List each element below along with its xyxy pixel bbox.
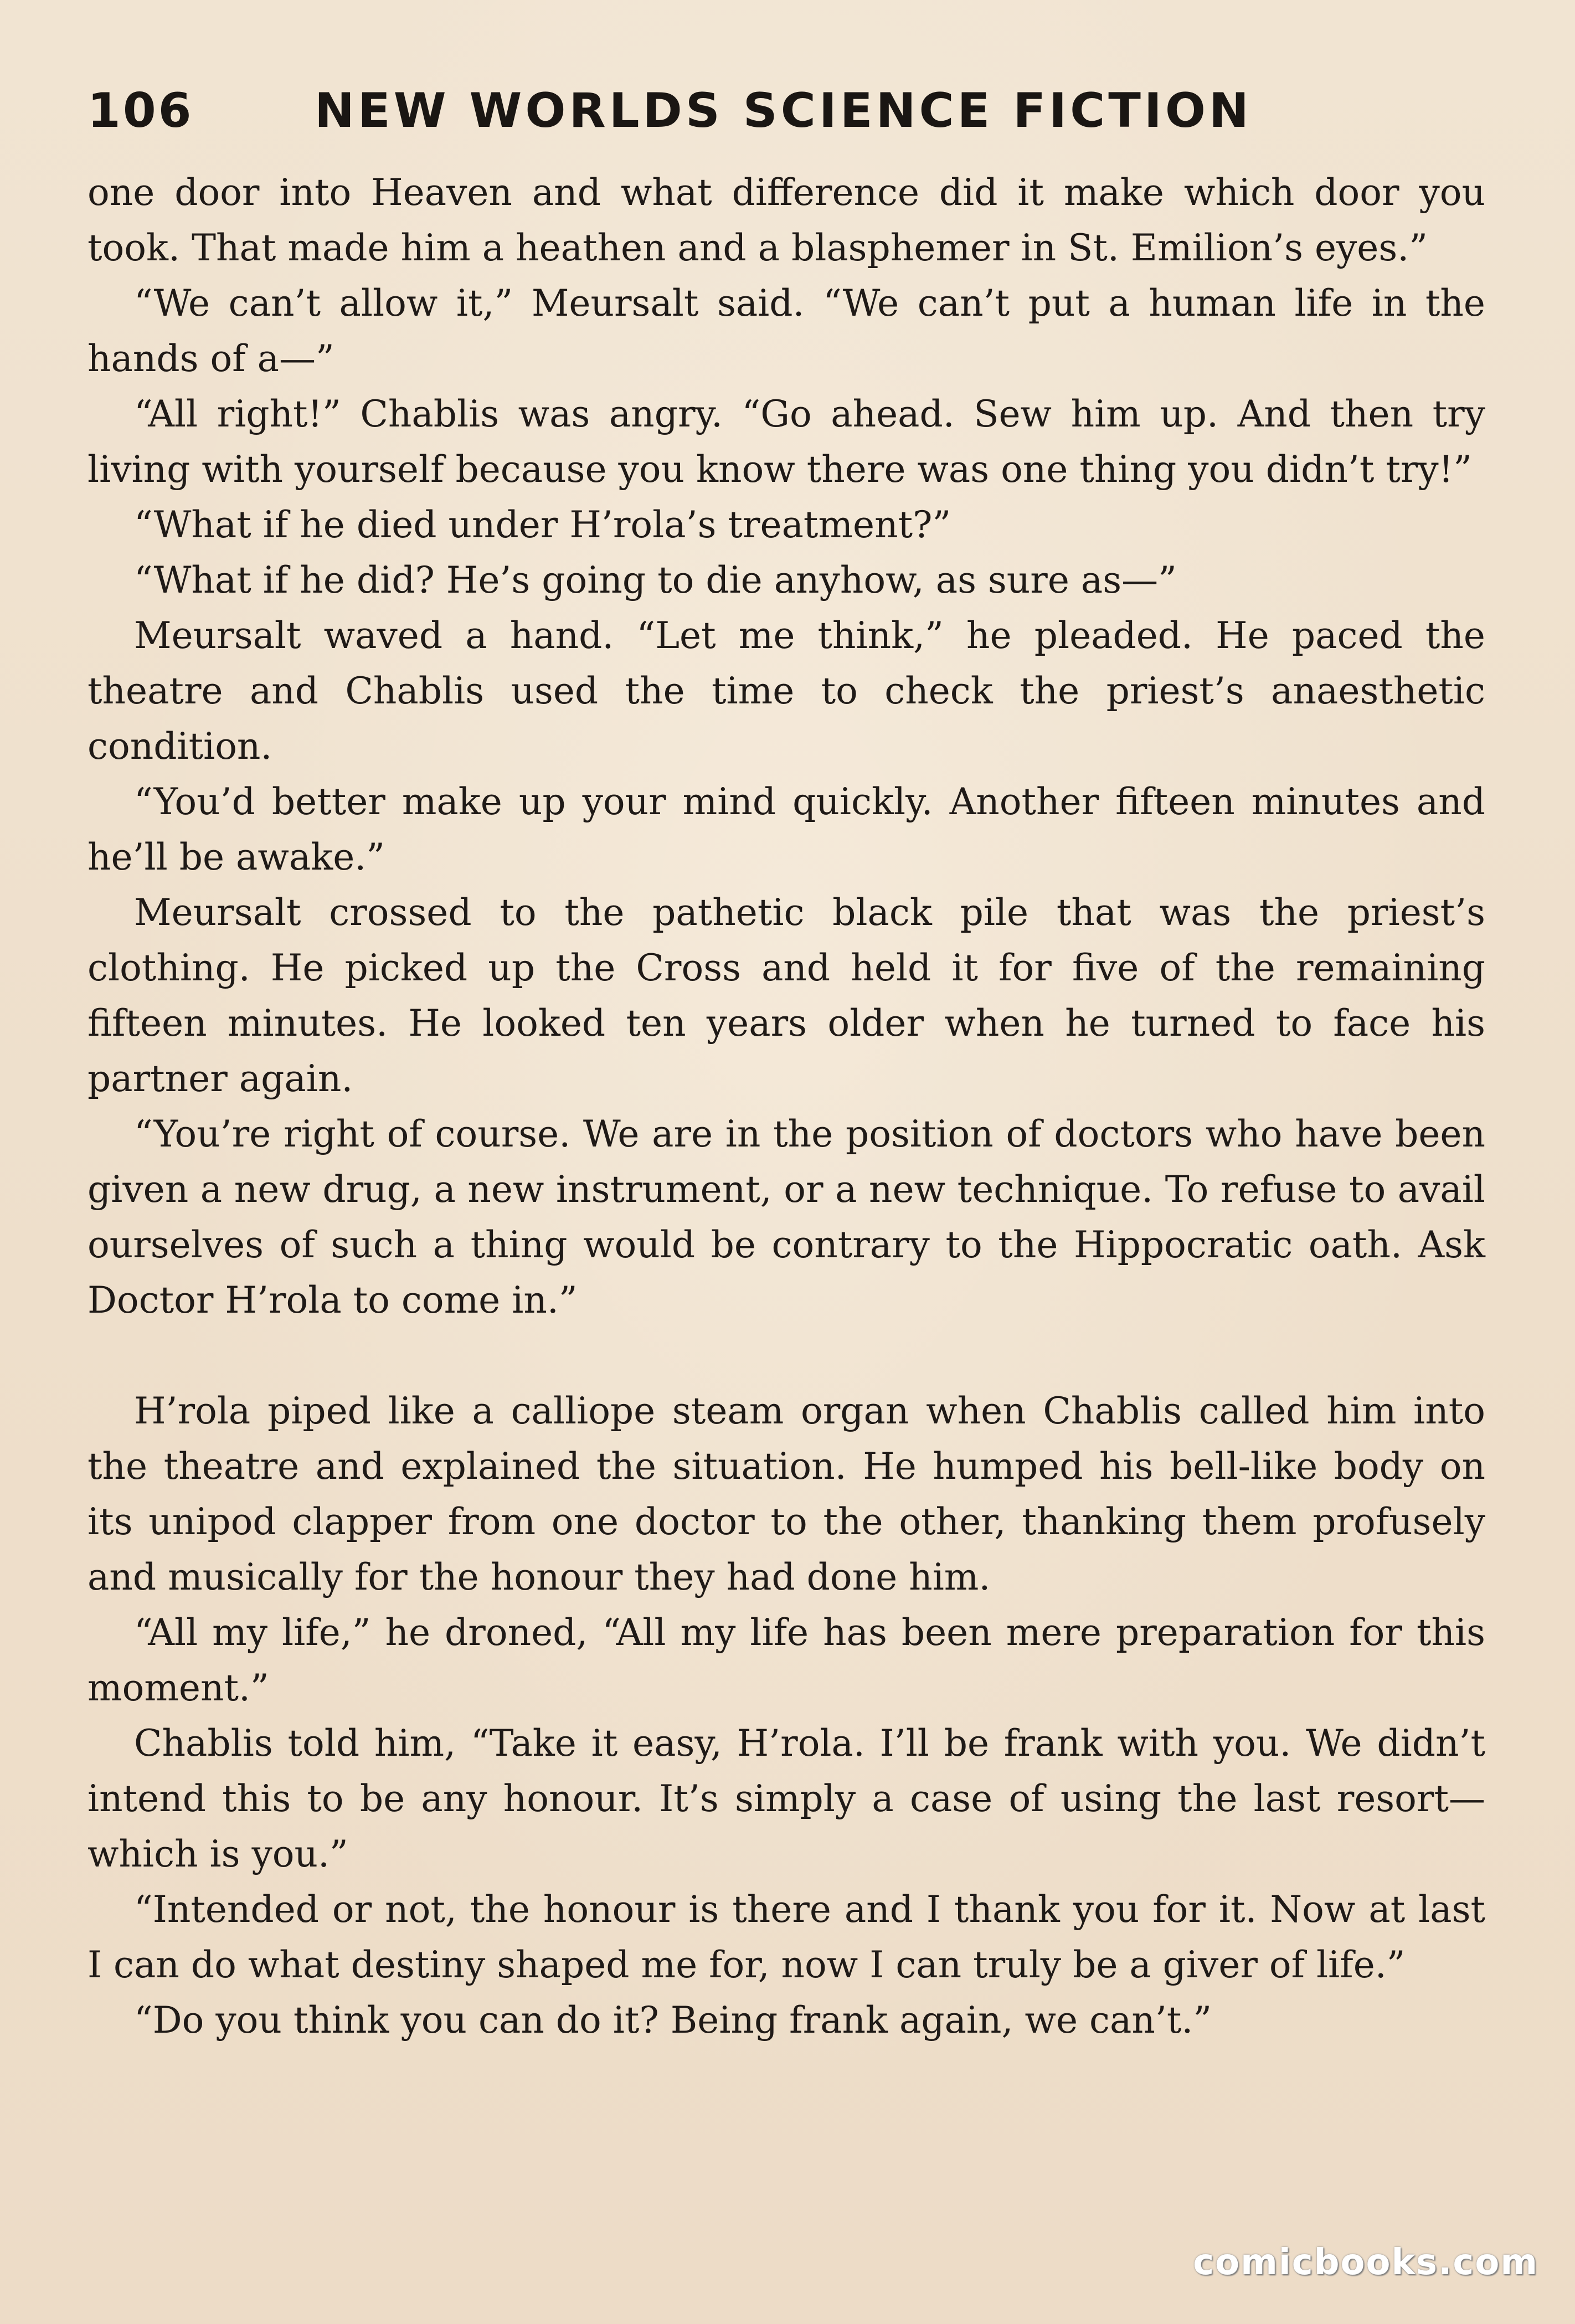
paragraph: “What if he died under H’rola’s treatment?”	[134, 503, 951, 546]
paragraph: “You’d better make up your mind quickly. Another fifteen minutes and he’ll be awake.”	[87, 780, 1485, 878]
paragraph: “We can’t allow it,” Meursalt said. “We can’t put a human life in the hands of a—”	[87, 282, 1485, 380]
paragraph: Chablis told him, “Take it easy, H’rola. I’ll be frank with you. We didn’t intend this to be any honour. It’s simply a case of using the last resort—which is you.”	[87, 1722, 1485, 1875]
paragraph: “You’re right of course. We are in the position of doctors who have been given a new drug, a new instrument, or a new technique. To refuse to avail ourselves of such a thing would be contrary to the Hippocratic oath. Ask Doctor H’rola to come in.”	[87, 1113, 1485, 1322]
paragraph: “Intended or not, the honour is there and I thank you for it. Now at last I can do what destiny shaped me for, now I can truly be a giver of life.”	[87, 1888, 1485, 1986]
magazine-title: NEW WORLDS SCIENCE FICTION	[315, 83, 1252, 138]
paragraph: “Do you think you can do it? Being frank again, we can’t.”	[134, 1999, 1212, 2042]
section-break	[87, 1328, 1485, 1384]
running-header	[87, 83, 1483, 150]
page-number: 106	[87, 83, 194, 138]
story-text	[87, 165, 1485, 2048]
site-watermark: comicbooks.com	[1193, 2242, 1538, 2283]
paragraph: “All right!” Chablis was angry. “Go ahead. Sew him up. And then try living with yourself because you know there was one thing you didn’t try!”	[87, 393, 1485, 491]
paragraph: one door into Heaven and what difference did it make which door you took. That made him a heathen and a blasphemer in St. Emilion’s eyes.”	[87, 171, 1485, 269]
paragraph: Meursalt crossed to the pathetic black pile that was the priest’s clothing. He picked up the Cross and held it for five of the remaining fifteen minutes. He looked ten years older when he turned to face his partner again.	[87, 891, 1485, 1100]
paragraph: Meursalt waved a hand. “Let me think,” he pleaded. He paced the theatre and Chablis used the time to check the priest’s anaesthetic condition.	[87, 614, 1485, 768]
paragraph: “What if he did? He’s going to die anyhow, as sure as—”	[134, 559, 1177, 601]
paragraph: “All my life,” he droned, “All my life has been mere preparation for this moment.”	[87, 1611, 1485, 1709]
paragraph: H’rola piped like a calliope steam organ when Chablis called him into the theatre and explained the situation. He humped his bell-like body on its unipod clapper from one doctor to the other, thanking them profusely and musically for the honour they had done him.	[87, 1390, 1485, 1598]
